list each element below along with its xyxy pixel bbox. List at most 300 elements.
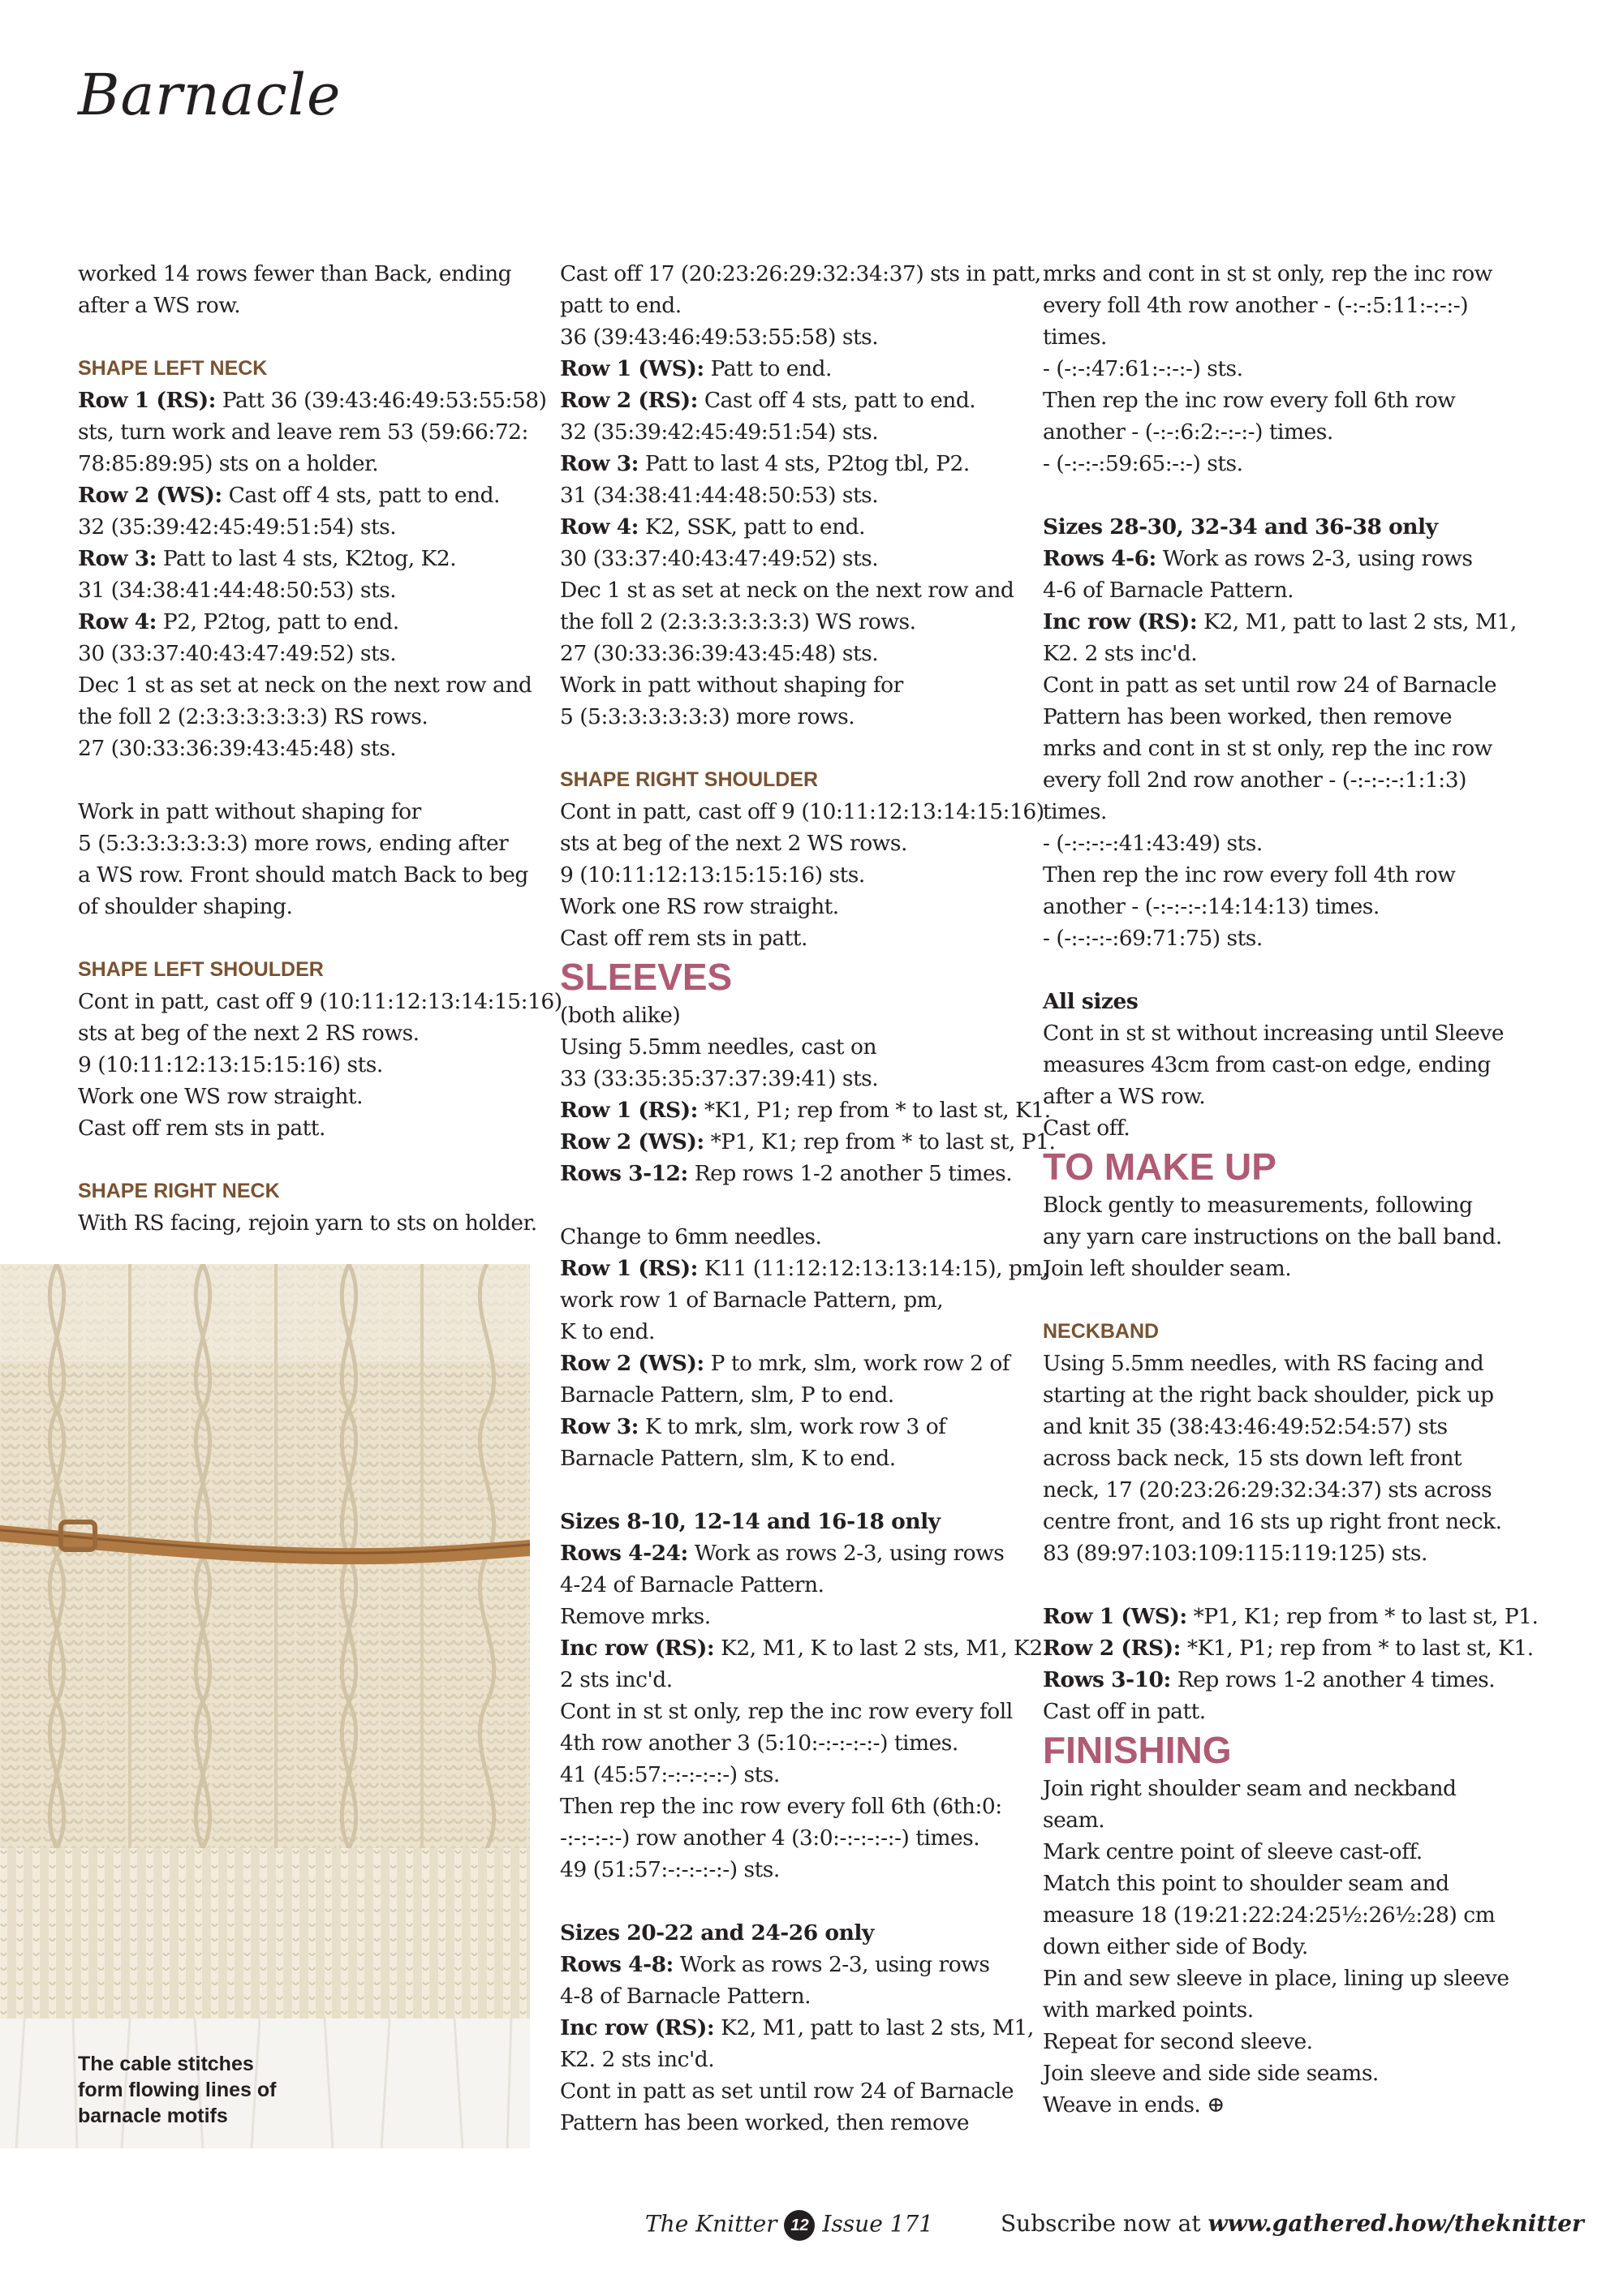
pattern-text-line bbox=[560, 1727, 1022, 1759]
pattern-text-line bbox=[560, 416, 1022, 448]
row-label: Row 1 (RS): bbox=[560, 1098, 698, 1123]
pattern-text-line bbox=[78, 891, 532, 922]
instruction-text: with marked points. bbox=[1043, 1997, 1254, 2023]
pattern-text-line bbox=[560, 638, 1022, 669]
pattern-text-line bbox=[78, 1081, 532, 1112]
pattern-text-line bbox=[78, 1112, 532, 1144]
pattern-text-line bbox=[1043, 1017, 1546, 1049]
pattern-text-line bbox=[560, 543, 1022, 574]
section-heading: FINISHING bbox=[1043, 1729, 1232, 1771]
pattern-text-line bbox=[560, 1601, 1022, 1632]
paragraph-gap bbox=[1043, 1284, 1546, 1316]
instruction-text: K2. 2 sts inc'd. bbox=[560, 2047, 715, 2072]
row-label: Row 3: bbox=[560, 451, 639, 476]
pattern-text-line bbox=[1043, 2057, 1546, 2089]
instruction-text: P to mrk, slm, work row 2 of bbox=[704, 1351, 1010, 1376]
instruction-text: another - (-:-:6:2:-:-:-) times. bbox=[1043, 419, 1333, 445]
instruction-text: sts at beg of the next 2 RS rows. bbox=[78, 1021, 420, 1046]
pattern-text-line bbox=[560, 1158, 1022, 1189]
pattern-text-line bbox=[1043, 1804, 1546, 1836]
pattern-text-line bbox=[560, 606, 1022, 638]
instruction-text: K to end. bbox=[560, 1319, 655, 1344]
instruction-text: Rep rows 1-2 another 5 times. bbox=[687, 1161, 1013, 1186]
instruction-text: mrks and cont in st st only, rep the inc row bbox=[1043, 261, 1492, 286]
instruction-text: work row 1 of Barnacle Pattern, pm, bbox=[560, 1288, 944, 1313]
pattern-text-line bbox=[1043, 1253, 1546, 1284]
pattern-text-line bbox=[560, 1443, 1022, 1474]
pattern-text-line bbox=[1043, 511, 1546, 543]
instruction-text: 27 (30:33:36:39:43:45:48) sts. bbox=[560, 641, 879, 666]
row-label: Rows 3-10: bbox=[1043, 1667, 1171, 1692]
instruction-text: and knit 35 (38:43:46:49:52:54:57) sts bbox=[1043, 1414, 1448, 1439]
footer-magazine bbox=[645, 2210, 933, 2241]
instruction-text: measure 18 (19:21:22:24:25½:26½:28) cm bbox=[1043, 1903, 1496, 1928]
sweater-photo bbox=[0, 1264, 530, 2148]
pattern-text-line bbox=[1043, 669, 1546, 701]
instruction-text: Cast off in patt. bbox=[1043, 1699, 1206, 1724]
pattern-text-line bbox=[1043, 1537, 1546, 1569]
instruction-text: Repeat for second sleeve. bbox=[1043, 2029, 1313, 2054]
instruction-text: Block gently to measurements, following bbox=[1043, 1193, 1473, 1218]
instruction-text: Cont in patt, cast off 9 (10:11:12:13:14:15:16) bbox=[560, 799, 1044, 824]
instruction-text: starting at the right back shoulder, pick up bbox=[1043, 1382, 1494, 1408]
pattern-text-line bbox=[1043, 891, 1546, 922]
pattern-text-line bbox=[1043, 385, 1546, 416]
row-label: Row 1 (RS): bbox=[78, 388, 216, 413]
paragraph-gap bbox=[560, 1474, 1022, 1506]
pattern-text-line bbox=[560, 922, 1022, 954]
pattern-text-line bbox=[560, 1411, 1022, 1443]
instruction-text: Join sleeve and side side seams. bbox=[1043, 2061, 1379, 2086]
pattern-text-line bbox=[1043, 859, 1546, 891]
paragraph-gap bbox=[560, 1885, 1022, 1917]
row-label: Inc row (RS): bbox=[560, 2015, 715, 2040]
pattern-text-line bbox=[1043, 828, 1546, 859]
pattern-text-line bbox=[78, 448, 532, 479]
section-subheading: NECKBAND bbox=[1043, 1320, 1160, 1343]
section-subheading: SHAPE LEFT SHOULDER bbox=[78, 958, 324, 981]
subscribe-link[interactable]: www.gathered.how/theknitter bbox=[1208, 2210, 1584, 2237]
instruction-text: K11 (11:12:12:13:13:14:15), pm, bbox=[697, 1256, 1048, 1281]
instruction-text: 4-8 of Barnacle Pattern. bbox=[560, 1984, 812, 2009]
pattern-text-line bbox=[1043, 1112, 1546, 1144]
pattern-text-line bbox=[560, 1316, 1022, 1348]
instruction-text: the foll 2 (2:3:3:3:3:3:3) RS rows. bbox=[78, 704, 428, 729]
instruction-text: Pin and sew sleeve in place, lining up sleeve bbox=[1043, 1966, 1509, 1991]
pattern-text-line bbox=[560, 1221, 1022, 1253]
pattern-text-line bbox=[1043, 448, 1546, 479]
row-label: Row 2 (WS): bbox=[560, 1351, 704, 1376]
pattern-text-line bbox=[78, 796, 532, 828]
instruction-text: *P1, K1; rep from * to last st, P1. bbox=[704, 1129, 1056, 1154]
page-title: Barnacle bbox=[78, 62, 342, 128]
instruction-text: Then rep the inc row every foll 4th row bbox=[1043, 862, 1456, 888]
paragraph-gap bbox=[78, 764, 532, 796]
pattern-text-line bbox=[78, 606, 532, 638]
instruction-text: 31 (34:38:41:44:48:50:53) sts. bbox=[78, 578, 397, 603]
pattern-text-line bbox=[78, 479, 532, 511]
subscribe-text: Subscribe now at bbox=[1001, 2210, 1201, 2237]
instruction-text: 4-6 of Barnacle Pattern. bbox=[1043, 578, 1294, 603]
instruction-text: Join left shoulder seam. bbox=[1043, 1256, 1292, 1281]
instruction-text: Cont in st st without increasing until Sleeve bbox=[1043, 1021, 1505, 1046]
instruction-text: after a WS row. bbox=[78, 293, 241, 318]
pattern-text-line bbox=[560, 1759, 1022, 1791]
pattern-text-line bbox=[1043, 1963, 1546, 1994]
instruction-text: Patt to last 4 sts, P2tog tbl, P2. bbox=[638, 451, 970, 476]
pattern-text-line bbox=[560, 1980, 1022, 2012]
pattern-text-line bbox=[1043, 1474, 1546, 1506]
paragraph-gap bbox=[78, 1144, 532, 1176]
pattern-text-line bbox=[1043, 1836, 1546, 1868]
row-label: Row 1 (WS): bbox=[1043, 1604, 1187, 1629]
row-label: All sizes bbox=[1043, 989, 1139, 1014]
pattern-text-line bbox=[560, 1822, 1022, 1854]
instruction-text: 2 sts inc'd. bbox=[560, 1667, 673, 1692]
pattern-text-line bbox=[1043, 1773, 1546, 1804]
instruction-text: Work as rows 2-3, using rows bbox=[673, 1952, 990, 1977]
instruction-text: down either side of Body. bbox=[1043, 1934, 1308, 1959]
pattern-text-line bbox=[1043, 1411, 1546, 1443]
pattern-text-line bbox=[560, 891, 1022, 922]
pattern-text-line bbox=[1043, 1221, 1546, 1253]
pattern-text-line bbox=[560, 1664, 1022, 1696]
instruction-text: Then rep the inc row every foll 6th (6th:0: bbox=[560, 1794, 1002, 1819]
pattern-column-3 bbox=[1043, 258, 1546, 2121]
pattern-text-line bbox=[78, 733, 532, 764]
paragraph-gap bbox=[1043, 1569, 1546, 1601]
instruction-text: Cont in patt, cast off 9 (10:11:12:13:14:15:16) bbox=[78, 989, 562, 1014]
instruction-text: sts, turn work and leave rem 53 (59:66:72: bbox=[78, 419, 528, 445]
instruction-text: K2, M1, patt to last 2 sts, M1, bbox=[1197, 609, 1517, 634]
row-label: Row 4: bbox=[560, 514, 639, 540]
instruction-text: Dec 1 st as set at neck on the next row and bbox=[560, 578, 1014, 603]
pattern-text-line bbox=[1043, 290, 1546, 321]
pattern-text-line bbox=[560, 1917, 1022, 1949]
instruction-text: another - (-:-:-:-:14:14:13) times. bbox=[1043, 894, 1380, 919]
instruction-text: mrks and cont in st st only, rep the inc row bbox=[1043, 736, 1492, 761]
instruction-text: K2, M1, K to last 2 sts, M1, K2. bbox=[714, 1636, 1049, 1661]
pattern-text-line bbox=[1043, 1868, 1546, 1899]
instruction-text: K2, SSK, patt to end. bbox=[638, 514, 866, 540]
instruction-text: Match this point to shoulder seam and bbox=[1043, 1871, 1449, 1896]
instruction-text: 27 (30:33:36:39:43:45:48) sts. bbox=[78, 736, 397, 761]
pattern-text-line bbox=[1043, 2026, 1546, 2057]
pattern-text-line bbox=[78, 828, 532, 859]
instruction-text: Cont in patt as set until row 24 of Barnacle bbox=[1043, 673, 1497, 698]
row-label: Inc row (RS): bbox=[1043, 609, 1198, 634]
pattern-text-line bbox=[78, 701, 532, 733]
instruction-text: *K1, P1; rep from * to last st, K1. bbox=[1180, 1636, 1534, 1661]
instruction-text: Cont in patt as set until row 24 of Barnacle bbox=[560, 2079, 1014, 2104]
instruction-text: Work in patt without shaping for bbox=[78, 799, 421, 824]
pattern-text-line bbox=[1043, 638, 1546, 669]
instruction-text: worked 14 rows fewer than Back, ending bbox=[78, 261, 512, 286]
instruction-text: Patt to last 4 sts, K2tog, K2. bbox=[156, 546, 457, 571]
pattern-text-line bbox=[78, 258, 532, 290]
pattern-text-line bbox=[560, 2107, 1022, 2139]
instruction-text: 31 (34:38:41:44:48:50:53) sts. bbox=[560, 483, 879, 508]
instruction-text: Cast off 17 (20:23:26:29:32:34:37) sts in patt, bbox=[560, 261, 1041, 286]
pattern-text-line bbox=[560, 290, 1022, 321]
instruction-text: 4th row another 3 (5:10:-:-:-:-:-) times. bbox=[560, 1731, 958, 1756]
instruction-text: measures 43cm from cast-on edge, ending bbox=[1043, 1052, 1491, 1077]
pattern-text-line bbox=[560, 1537, 1022, 1569]
pattern-text-line bbox=[1043, 1664, 1546, 1696]
caption-line: barnacle motifs bbox=[78, 2105, 228, 2127]
paragraph-gap bbox=[560, 733, 1022, 764]
photo-caption bbox=[78, 2051, 276, 2129]
row-label: Rows 4-8: bbox=[560, 1952, 674, 1977]
instruction-text: Cast off rem sts in patt. bbox=[560, 926, 807, 951]
pattern-text-line bbox=[1043, 321, 1546, 353]
row-label: Inc row (RS): bbox=[560, 1636, 715, 1661]
pattern-text-line bbox=[560, 1379, 1022, 1411]
instruction-text: neck, 17 (20:23:26:29:32:34:37) sts across bbox=[1043, 1477, 1492, 1503]
row-label: Sizes 8-10, 12-14 and 16-18 only bbox=[560, 1509, 941, 1534]
instruction-text: Work one RS row straight. bbox=[560, 894, 839, 919]
instruction-text: 32 (35:39:42:45:49:51:54) sts. bbox=[78, 514, 397, 540]
instruction-text: times. bbox=[1043, 325, 1107, 350]
pattern-text-line bbox=[1043, 1696, 1546, 1727]
row-label: Sizes 28-30, 32-34 and 36-38 only bbox=[1043, 514, 1438, 540]
pattern-text-line bbox=[560, 1094, 1051, 1126]
pattern-text-line bbox=[78, 574, 532, 606]
instruction-text: after a WS row. bbox=[1043, 1084, 1206, 1109]
pattern-text-line bbox=[560, 511, 1022, 543]
pattern-text-line bbox=[560, 1696, 1022, 1727]
instruction-text: 83 (89:97:103:109:115:119:125) sts. bbox=[1043, 1541, 1427, 1566]
row-label: Rows 3-12: bbox=[560, 1161, 688, 1186]
pattern-text-line bbox=[560, 1031, 1022, 1063]
instruction-text: Barnacle Pattern, slm, K to end. bbox=[560, 1446, 896, 1471]
instruction-text: every foll 4th row another - (-:-:5:11:-:-:-) bbox=[1043, 293, 1469, 318]
page-number: 12 bbox=[784, 2210, 815, 2241]
pattern-text-line bbox=[560, 385, 1022, 416]
footer-subscribe bbox=[1001, 2210, 1584, 2237]
pattern-text-line bbox=[78, 1049, 532, 1081]
instruction-text: Patt to end. bbox=[704, 356, 832, 381]
magazine-name: The Knitter bbox=[645, 2210, 777, 2238]
row-label: Sizes 20-22 and 24-26 only bbox=[560, 1920, 874, 1946]
pattern-text-line bbox=[78, 290, 532, 321]
pattern-text-line bbox=[1043, 1506, 1546, 1537]
pattern-text-line bbox=[560, 1506, 1022, 1537]
instruction-text: 33 (33:35:35:37:37:39:41) sts. bbox=[560, 1066, 879, 1091]
paragraph-gap bbox=[1043, 479, 1546, 511]
paragraph-gap bbox=[78, 321, 532, 353]
pattern-text-line bbox=[1043, 2089, 1546, 2121]
instruction-text: K2. 2 sts inc'd. bbox=[1043, 641, 1198, 666]
instruction-text: Pattern has been worked, then remove bbox=[1043, 704, 1453, 729]
caption-line: form flowing lines of bbox=[78, 2079, 277, 2101]
issue-number: Issue 171 bbox=[822, 2210, 934, 2238]
instruction-text: Patt 36 (39:43:46:49:53:55:58) bbox=[215, 388, 547, 413]
pattern-text-line bbox=[78, 1017, 532, 1049]
instruction-text: any yarn care instructions on the ball band. bbox=[1043, 1224, 1502, 1249]
instruction-text: Work one WS row straight. bbox=[78, 1084, 364, 1109]
pattern-text-line bbox=[560, 1791, 1022, 1822]
instruction-text: 9 (10:11:12:13:15:15:16) sts. bbox=[78, 1052, 383, 1077]
instruction-text: Cast off 4 sts, patt to end. bbox=[222, 483, 500, 508]
instruction-text: the foll 2 (2:3:3:3:3:3:3) WS rows. bbox=[560, 609, 916, 634]
pattern-text-line bbox=[560, 479, 1022, 511]
pattern-text-line bbox=[560, 448, 1022, 479]
instruction-text: Weave in ends. ⊕ bbox=[1043, 2092, 1225, 2118]
instruction-text: -:-:-:-:-) row another 4 (3:0:-:-:-:-:-) times. bbox=[560, 1825, 980, 1851]
pattern-text-line bbox=[560, 353, 1022, 385]
row-label: Row 2 (WS): bbox=[560, 1129, 704, 1154]
section-subheading: SHAPE RIGHT SHOULDER bbox=[560, 768, 819, 791]
pattern-text-line bbox=[560, 701, 1022, 733]
pattern-text-line bbox=[560, 2044, 1022, 2075]
pattern-text-line bbox=[560, 258, 1041, 290]
pattern-text-line bbox=[1043, 796, 1546, 828]
pattern-text-line bbox=[78, 638, 532, 669]
instruction-text: 49 (51:57:-:-:-:-:-) sts. bbox=[560, 1857, 780, 1882]
pattern-text-line bbox=[1043, 701, 1546, 733]
instruction-text: Work in patt without shaping for bbox=[560, 673, 903, 698]
pattern-text-line bbox=[1043, 1049, 1546, 1081]
row-label: Row 3: bbox=[78, 546, 157, 571]
pattern-text-line bbox=[78, 543, 532, 574]
pattern-text-line bbox=[1043, 733, 1546, 764]
row-label: Rows 4-6: bbox=[1043, 546, 1156, 571]
instruction-text: K2, M1, patt to last 2 sts, M1, bbox=[714, 2015, 1034, 2040]
instruction-text: 9 (10:11:12:13:15:15:16) sts. bbox=[560, 862, 865, 888]
pattern-column-2 bbox=[560, 258, 1056, 2139]
pattern-text-line bbox=[1043, 1899, 1546, 1931]
paragraph-gap bbox=[1043, 954, 1546, 986]
instruction-text: 5 (5:3:3:3:3:3:3) more rows, ending after bbox=[78, 831, 509, 856]
pattern-text-line bbox=[1043, 1632, 1546, 1664]
instruction-text: (both alike) bbox=[560, 1003, 681, 1028]
instruction-text: Using 5.5mm needles, cast on bbox=[560, 1034, 877, 1060]
instruction-text: 78:85:89:95) sts on a holder. bbox=[78, 451, 379, 476]
instruction-text: - (-:-:-:59:65:-:-) sts. bbox=[1043, 451, 1243, 476]
pattern-text-line bbox=[78, 385, 547, 416]
pattern-text-line bbox=[1043, 606, 1546, 638]
section-heading: TO MAKE UP bbox=[1043, 1146, 1276, 1188]
instruction-text: Cast off. bbox=[1043, 1116, 1130, 1141]
row-label: Row 2 (RS): bbox=[560, 388, 698, 413]
instruction-text: 32 (35:39:42:45:49:51:54) sts. bbox=[560, 419, 879, 445]
section-subheading: SHAPE LEFT NECK bbox=[78, 357, 268, 380]
instruction-text: *K1, P1; rep from * to last st, K1. bbox=[697, 1098, 1051, 1123]
instruction-text: P2, P2tog, patt to end. bbox=[156, 609, 399, 634]
instruction-text: - (-:-:-:-:41:43:49) sts. bbox=[1043, 831, 1263, 856]
pattern-text-line bbox=[1043, 986, 1546, 1017]
pattern-text-line bbox=[560, 1949, 1022, 1980]
instruction-text: Cast off 4 sts, patt to end. bbox=[697, 388, 976, 413]
section-subheading: SHAPE RIGHT NECK bbox=[78, 1180, 280, 1202]
instruction-text: 5 (5:3:3:3:3:3:3) more rows. bbox=[560, 704, 855, 729]
instruction-text: across back neck, 15 sts down left front bbox=[1043, 1446, 1462, 1471]
row-label: Row 1 (WS): bbox=[560, 356, 704, 381]
pattern-text-line bbox=[1043, 1189, 1546, 1221]
instruction-text: Work as rows 2-3, using rows bbox=[687, 1541, 1005, 1566]
instruction-text: Barnacle Pattern, slm, P to end. bbox=[560, 1382, 894, 1408]
pattern-text-line bbox=[78, 416, 532, 448]
instruction-text: seam. bbox=[1043, 1808, 1105, 1833]
instruction-text: 4-24 of Barnacle Pattern. bbox=[560, 1572, 824, 1597]
pattern-text-line bbox=[560, 2012, 1034, 2044]
instruction-text: Mark centre point of sleeve cast-off. bbox=[1043, 1839, 1423, 1864]
paragraph-gap bbox=[78, 922, 532, 954]
instruction-text: patt to end. bbox=[560, 293, 682, 318]
instruction-text: Cont in st st only, rep the inc row every foll bbox=[560, 1699, 1013, 1724]
instruction-text: of shoulder shaping. bbox=[78, 894, 293, 919]
instruction-text: With RS facing, rejoin yarn to sts on holder. bbox=[78, 1210, 537, 1236]
section-heading: SLEEVES bbox=[560, 956, 733, 998]
instruction-text: sts at beg of the next 2 WS rows. bbox=[560, 831, 907, 856]
pattern-text-line bbox=[1043, 543, 1546, 574]
pattern-text-line bbox=[1043, 416, 1546, 448]
instruction-text: K to mrk, slm, work row 3 of bbox=[638, 1414, 946, 1439]
instruction-text: times. bbox=[1043, 799, 1107, 824]
pattern-column-1 bbox=[78, 258, 562, 1239]
pattern-text-line bbox=[560, 828, 1022, 859]
instruction-text: a WS row. Front should match Back to beg bbox=[78, 862, 528, 888]
pattern-text-line bbox=[560, 1000, 1022, 1031]
instruction-text: Change to 6mm needles. bbox=[560, 1224, 822, 1249]
pattern-text-line bbox=[560, 1632, 1049, 1664]
pattern-text-line bbox=[1043, 1601, 1546, 1632]
pattern-text-line bbox=[560, 1284, 1022, 1316]
pattern-text-line bbox=[78, 859, 532, 891]
pattern-text-line bbox=[1043, 574, 1546, 606]
pattern-text-line bbox=[560, 796, 1044, 828]
paragraph-gap bbox=[560, 1189, 1022, 1221]
pattern-text-line bbox=[560, 574, 1022, 606]
instruction-text: Then rep the inc row every foll 6th row bbox=[1043, 388, 1456, 413]
pattern-text-line bbox=[1043, 1443, 1546, 1474]
row-label: Row 1 (RS): bbox=[560, 1256, 698, 1281]
instruction-text: centre front, and 16 sts up right front neck. bbox=[1043, 1509, 1502, 1534]
pattern-text-line bbox=[1043, 922, 1546, 954]
instruction-text: Cast off rem sts in patt. bbox=[78, 1116, 325, 1141]
pattern-text-line bbox=[560, 321, 1022, 353]
instruction-text: 36 (39:43:46:49:53:55:58) sts. bbox=[560, 325, 879, 350]
pattern-text-line bbox=[78, 511, 532, 543]
pattern-text-line bbox=[560, 859, 1022, 891]
pattern-text-line bbox=[78, 1207, 537, 1239]
pattern-text-line bbox=[78, 986, 562, 1017]
pattern-text-line bbox=[1043, 1081, 1546, 1112]
pattern-text-line bbox=[560, 1063, 1022, 1094]
pattern-text-line bbox=[1043, 353, 1546, 385]
pattern-text-line bbox=[1043, 1931, 1546, 1963]
instruction-text: Work as rows 2-3, using rows bbox=[1156, 546, 1473, 571]
pattern-text-line bbox=[560, 2075, 1022, 2107]
pattern-text-line bbox=[1043, 764, 1546, 796]
pattern-text-line bbox=[78, 669, 532, 701]
instruction-text: Pattern has been worked, then remove bbox=[560, 2110, 970, 2135]
instruction-text: - (-:-:-:-:69:71:75) sts. bbox=[1043, 926, 1263, 951]
pattern-text-line bbox=[1043, 1348, 1546, 1379]
caption-line: The cable stitches bbox=[78, 2053, 254, 2075]
instruction-text: every foll 2nd row another - (-:-:-:-:1:1:3) bbox=[1043, 767, 1466, 793]
instruction-text: Rep rows 1-2 another 4 times. bbox=[1170, 1667, 1496, 1692]
instruction-text: 30 (33:37:40:43:47:49:52) sts. bbox=[560, 546, 879, 571]
instruction-text: Remove mrks. bbox=[560, 1604, 711, 1629]
pattern-text-line bbox=[560, 1854, 1022, 1885]
pattern-text-line bbox=[560, 1569, 1022, 1601]
pattern-text-line bbox=[1043, 1379, 1546, 1411]
row-label: Row 2 (WS): bbox=[78, 483, 222, 508]
pattern-text-line bbox=[1043, 1994, 1546, 2026]
pattern-text-line bbox=[1043, 258, 1546, 290]
